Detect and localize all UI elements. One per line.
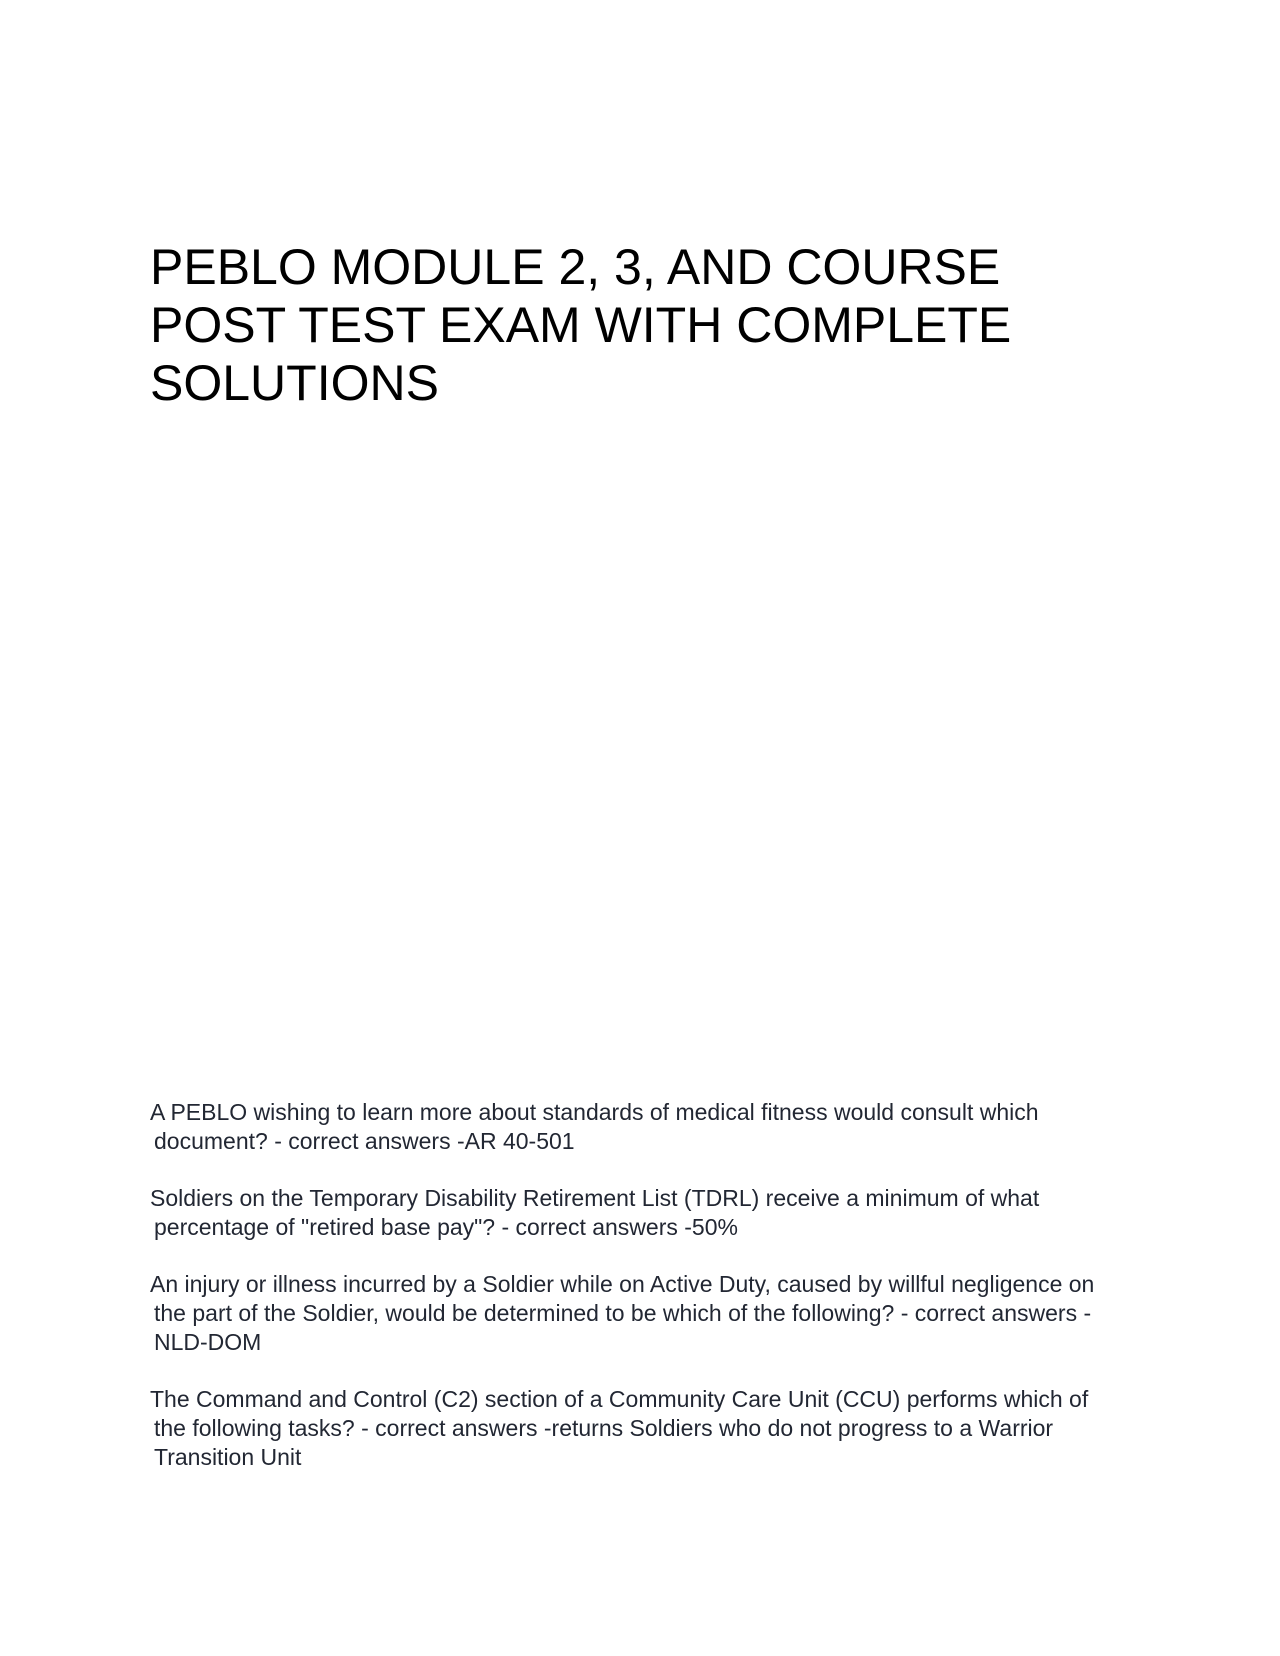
question-item: Soldiers on the Temporary Disability Retirement List (TDRL) receive a minimum of what percentage of "retired base pay"? - correct answers -50% [150,1185,1040,1240]
question-item: An injury or illness incurred by a Soldier while on Active Duty, caused by willful negligence on the part of the Soldier, would be determined to be which of the following? - correct answers -NLD-DOM [150,1271,1095,1355]
question-list [150,1098,1110,1500]
question-item: A PEBLO wishing to learn more about standards of medical fitness would consult which document? - correct answers -AR 40-501 [150,1099,1039,1154]
question-item: The Command and Control (C2) section of a Community Care Unit (CCU) performs which of the following tasks? - correct answers -returns Soldiers who do not progress to a Warrior Transition Unit [150,1386,1089,1470]
document-title: PEBLO MODULE 2, 3, AND COURSE POST TEST EXAM WITH COMPLETE SOLUTIONS [150,239,1012,411]
